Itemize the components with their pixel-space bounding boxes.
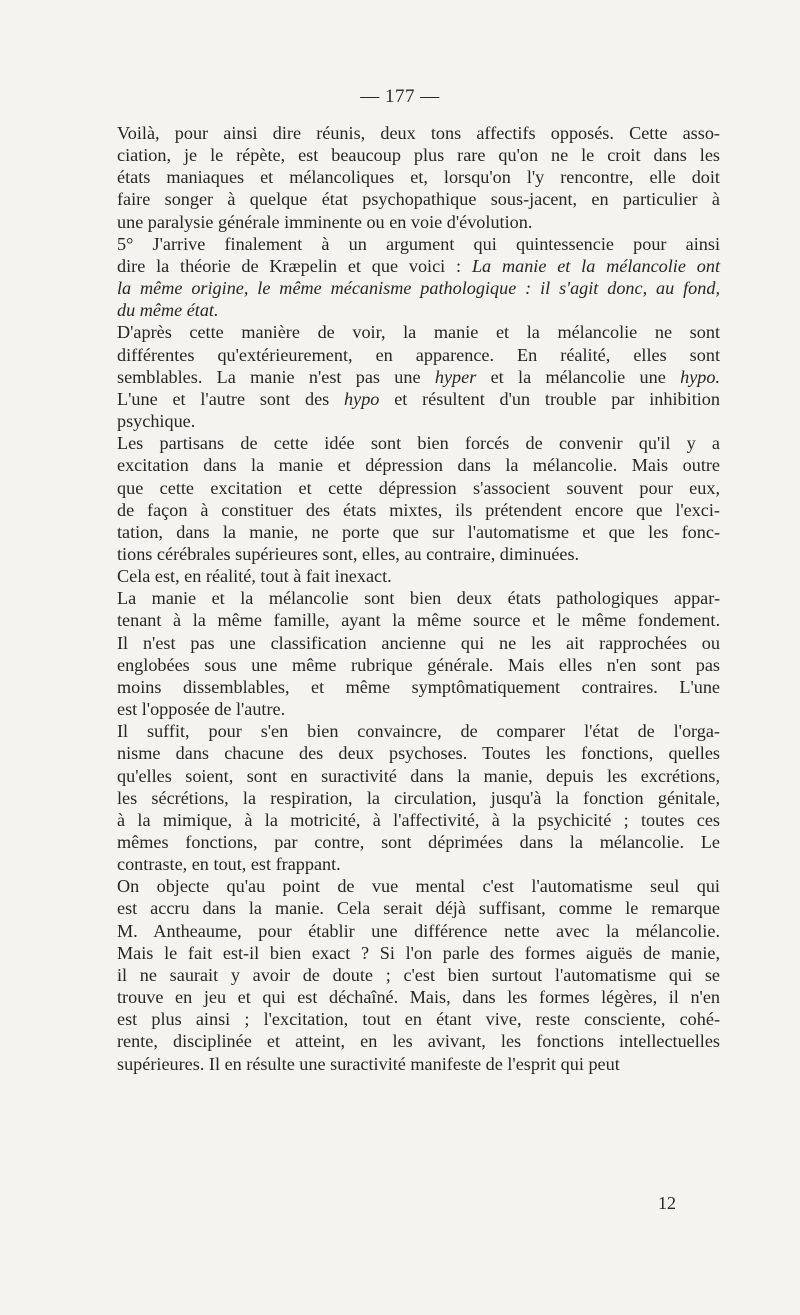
text-line <box>80 321 720 343</box>
paragraph <box>80 432 720 565</box>
text-line <box>80 366 720 388</box>
text-segment: rente, disciplinée et atteint, en les avivant, les fonctions intellectuelles <box>117 1031 720 1052</box>
text-line <box>80 897 720 919</box>
text-segment: supérieures. Il en résulte une suractivité manifeste de l'esprit qui peut <box>117 1053 620 1074</box>
text-line <box>80 920 720 942</box>
text-line <box>80 543 720 565</box>
text-line <box>80 122 720 144</box>
text-segment: états maniaques et mélancoliques et, lorsqu'on l'y rencontre, elle doit <box>117 167 720 188</box>
text-segment: L'une et l'autre sont des <box>117 388 345 409</box>
text-segment: Il suffit, pour s'en bien convaincre, de comparer l'état de l'orga- <box>117 721 720 742</box>
text-line <box>80 410 720 432</box>
text-segment: mêmes fonctions, par contre, sont déprimées dans la mélancolie. Le <box>117 832 720 852</box>
text-segment: et la mélancolie une <box>476 366 681 387</box>
text-segment: dire la théorie de Kræpelin et que voici : <box>117 255 472 276</box>
text-line <box>80 344 720 366</box>
text-line <box>80 986 720 1008</box>
text-line <box>80 1053 720 1075</box>
text-segment: trouve en jeu et qui est déchaîné. Mais, dans les formes légères, il n'en <box>117 987 720 1008</box>
text-segment: il ne saurait y avoir de doute ; c'est bien surtout l'automatisme qui se <box>117 964 720 985</box>
text-segment: excitation dans la manie et dépression dans la mélancolie. Mais outre <box>117 455 720 476</box>
text-segment: nisme dans chacune des deux psychoses. Toutes les fonctions, quelles <box>117 743 720 764</box>
text-segment: est accru dans la manie. Cela serait déjà suffisant, comme le remarque <box>117 898 720 919</box>
text-segment: tions cérébrales supérieures sont, elles, au contraire, diminuées. <box>117 543 580 564</box>
text-line <box>80 454 720 476</box>
text-line <box>80 255 720 277</box>
text-segment: hyper <box>434 366 477 387</box>
text-segment: ciation, je le répète, est beaucoup plus rare qu'on ne le croit dans les <box>117 145 720 166</box>
text-segment: psychique. <box>117 411 196 432</box>
text-line <box>80 188 720 210</box>
text-line <box>80 698 720 720</box>
paragraph <box>80 720 720 875</box>
text-segment: différentes qu'extérieurement, en apparence. En réalité, elles sont <box>117 344 720 365</box>
text-segment: contraste, en tout, est frappant. <box>117 854 341 875</box>
text-line <box>80 853 720 875</box>
text-line <box>80 1030 720 1052</box>
text-segment: que cette excitation et cette dépression s'associent souvent pour eux, <box>117 477 720 498</box>
text-line <box>80 587 720 609</box>
text-line <box>80 166 720 188</box>
text-line <box>80 233 720 255</box>
text-segment: Voilà, pour ainsi dire réunis, deux tons affectifs opposés. Cette asso- <box>117 123 720 143</box>
text-line <box>80 809 720 831</box>
paragraph <box>80 565 720 587</box>
text-line <box>80 277 720 299</box>
text-segment: tation, dans la manie, ne porte que sur l'automatisme et que les fonc- <box>117 521 720 542</box>
text-segment: hypo. <box>680 366 721 387</box>
text-line <box>80 720 720 742</box>
text-line <box>80 609 720 631</box>
text-segment: semblables. La manie n'est pas une <box>117 366 435 387</box>
text-segment: tenant à la même famille, ayant la même source et le même fondement. <box>117 610 720 631</box>
text-line <box>80 787 720 809</box>
text-line <box>80 565 720 587</box>
text-segment: Il n'est pas une classification ancienne qui ne les ait rapprochées ou <box>117 632 720 653</box>
text-line <box>80 477 720 499</box>
text-line <box>80 676 720 698</box>
text-segment: Mais le fait est-il bien exact ? Si l'on parle des formes aiguës de manie, <box>117 942 720 963</box>
text-segment: les sécrétions, la respiration, la circulation, jusqu'à la fonction génitale, <box>117 787 720 808</box>
text-line <box>80 521 720 543</box>
text-line <box>80 388 720 410</box>
signature-mark: 12 <box>658 1193 676 1213</box>
text-line <box>80 942 720 964</box>
text-line <box>80 499 720 521</box>
text-segment: est plus ainsi ; l'excitation, tout en étant vive, reste consciente, cohé- <box>117 1009 720 1030</box>
text-segment: faire songer à quelque état psychopathique sous-jacent, en particulier à <box>117 189 720 210</box>
text-line <box>80 742 720 764</box>
text-line <box>80 632 720 654</box>
paragraph <box>80 587 720 720</box>
text-line <box>80 432 720 454</box>
text-segment: est l'opposée de l'autre. <box>117 699 286 720</box>
text-segment: à la mimique, à la motricité, à l'affectivité, à la psychicité ; toutes ces <box>117 809 720 830</box>
paragraph <box>80 233 720 322</box>
text-line <box>80 144 720 166</box>
text-line <box>80 765 720 787</box>
body-text <box>80 122 720 1075</box>
text-segment: qu'elles soient, sont en suractivité dans la manie, depuis les excrétions, <box>117 765 720 786</box>
paragraph <box>80 321 720 432</box>
paragraph <box>80 875 720 1074</box>
text-line <box>80 875 720 897</box>
text-segment: une paralysie générale imminente ou en voie d'évolution. <box>117 211 533 232</box>
text-segment: de façon à constituer des états mixtes, ils prétendent encore que l'exci- <box>117 499 720 520</box>
text-segment: Les partisans de cette idée sont bien forcés de convenir qu'il y a <box>117 433 720 454</box>
text-segment: La manie et la mélancolie ont <box>471 255 720 276</box>
text-line <box>80 211 720 233</box>
text-segment: 5° J'arrive finalement à un argument qui quintessencie pour ainsi <box>117 233 720 254</box>
paragraph <box>80 122 720 233</box>
text-line <box>80 1008 720 1030</box>
text-segment: et résultent d'un trouble par inhibition <box>379 388 720 409</box>
text-segment: M. Antheaume, pour établir une différence nette avec la mélancolie. <box>117 920 720 941</box>
text-line <box>80 654 720 676</box>
page-number: — 177 — <box>360 86 440 107</box>
text-segment: la même origine, le même mécanisme pathologique : il s'agit donc, au fond, <box>117 278 720 299</box>
text-segment: du même état. <box>117 300 219 321</box>
text-segment: La manie et la mélancolie sont bien deux états pathologiques appar- <box>117 588 720 609</box>
text-segment: D'après cette manière de voir, la manie et la mélancolie ne sont <box>117 322 720 343</box>
text-segment: moins dissemblables, et même symptômatiquement contraires. L'une <box>117 676 720 697</box>
text-segment: hypo <box>344 388 380 409</box>
text-segment: On objecte qu'au point de vue mental c'est l'automatisme seul qui <box>117 876 720 897</box>
text-line <box>80 831 720 853</box>
text-line <box>80 299 720 321</box>
text-line <box>80 964 720 986</box>
text-segment: Cela est, en réalité, tout à fait inexact. <box>117 566 392 587</box>
text-segment: englobées sous une même rubrique générale. Mais elles n'en sont pas <box>117 654 720 675</box>
